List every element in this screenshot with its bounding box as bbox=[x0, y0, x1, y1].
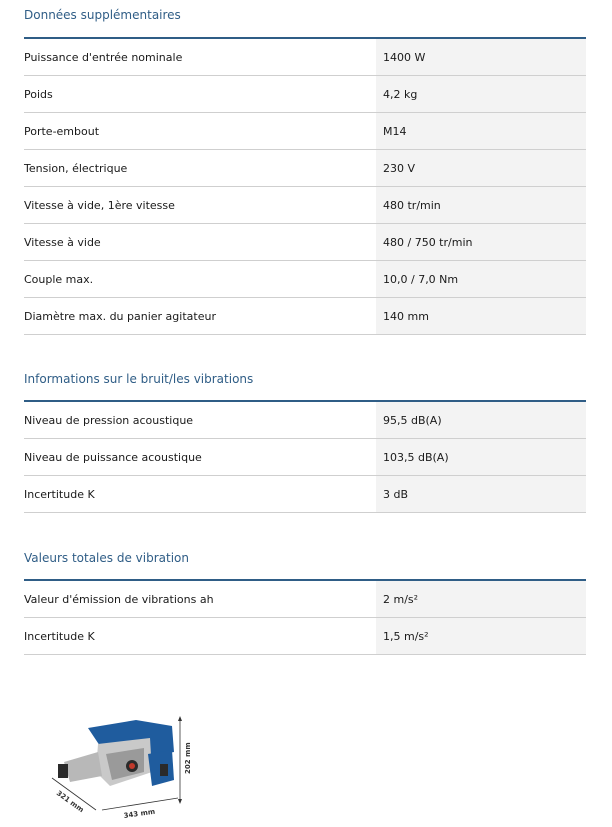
table-row bbox=[24, 187, 586, 224]
spec-label: Vitesse à vide, 1ère vitesse bbox=[24, 187, 376, 223]
spec-label: Puissance d'entrée nominale bbox=[24, 39, 376, 75]
arrow-down-icon bbox=[178, 799, 182, 804]
spec-label: Couple max. bbox=[24, 261, 376, 297]
table-row bbox=[24, 113, 586, 150]
length-label: 343 mm bbox=[123, 807, 156, 820]
spec-value: 140 mm bbox=[376, 298, 586, 334]
table-row bbox=[24, 581, 586, 618]
table-row bbox=[24, 39, 586, 76]
spec-table-noise-vibration bbox=[24, 400, 586, 513]
arrow-up-icon bbox=[178, 716, 182, 721]
spec-value: 10,0 / 7,0 Nm bbox=[376, 261, 586, 297]
switch-accent-icon bbox=[129, 763, 135, 769]
spec-label: Valeur d'émission de vibrations ah bbox=[24, 581, 376, 617]
mixer-drill-illustration bbox=[40, 710, 200, 822]
table-row bbox=[24, 150, 586, 187]
section-title-total-vibration: Valeurs totales de vibration bbox=[24, 551, 189, 565]
table-row bbox=[24, 224, 586, 261]
spec-label: Vitesse à vide bbox=[24, 224, 376, 260]
table-row bbox=[24, 476, 586, 513]
spec-value: 230 V bbox=[376, 150, 586, 186]
spec-label: Incertitude K bbox=[24, 476, 376, 512]
spec-value: 95,5 dB(A) bbox=[376, 402, 586, 438]
table-row bbox=[24, 439, 586, 476]
spec-value: 1,5 m/s² bbox=[376, 618, 586, 654]
table-row bbox=[24, 402, 586, 439]
spec-value: 480 tr/min bbox=[376, 187, 586, 223]
depth-label: 321 mm bbox=[54, 789, 86, 815]
chuck-neck-shape bbox=[64, 752, 102, 782]
spec-label: Niveau de pression acoustique bbox=[24, 402, 376, 438]
spec-label: Niveau de puissance acoustique bbox=[24, 439, 376, 475]
length-dimension-line bbox=[102, 798, 178, 810]
height-label: 202 mm bbox=[184, 742, 192, 774]
table-row bbox=[24, 298, 586, 335]
spec-label: Diamètre max. du panier agitateur bbox=[24, 298, 376, 334]
spec-value: 3 dB bbox=[376, 476, 586, 512]
spec-table-additional-data bbox=[24, 37, 586, 335]
table-row bbox=[24, 261, 586, 298]
spec-label: Poids bbox=[24, 76, 376, 112]
spec-value: 480 / 750 tr/min bbox=[376, 224, 586, 260]
chuck-icon bbox=[58, 764, 68, 778]
spec-label: Incertitude K bbox=[24, 618, 376, 654]
product-dimension-figure bbox=[40, 710, 200, 822]
spec-label: Porte-embout bbox=[24, 113, 376, 149]
spec-value: 4,2 kg bbox=[376, 76, 586, 112]
spec-value: 2 m/s² bbox=[376, 581, 586, 617]
section-title-noise-vibration: Informations sur le bruit/les vibrations bbox=[24, 372, 254, 386]
table-row bbox=[24, 618, 586, 655]
spec-label: Tension, électrique bbox=[24, 150, 376, 186]
grip-icon bbox=[160, 764, 168, 776]
table-row bbox=[24, 76, 586, 113]
spec-value: 103,5 dB(A) bbox=[376, 439, 586, 475]
section-title-additional-data: Données supplémentaires bbox=[24, 8, 181, 22]
spec-table-total-vibration bbox=[24, 579, 586, 655]
spec-value: M14 bbox=[376, 113, 586, 149]
spec-value: 1400 W bbox=[376, 39, 586, 75]
